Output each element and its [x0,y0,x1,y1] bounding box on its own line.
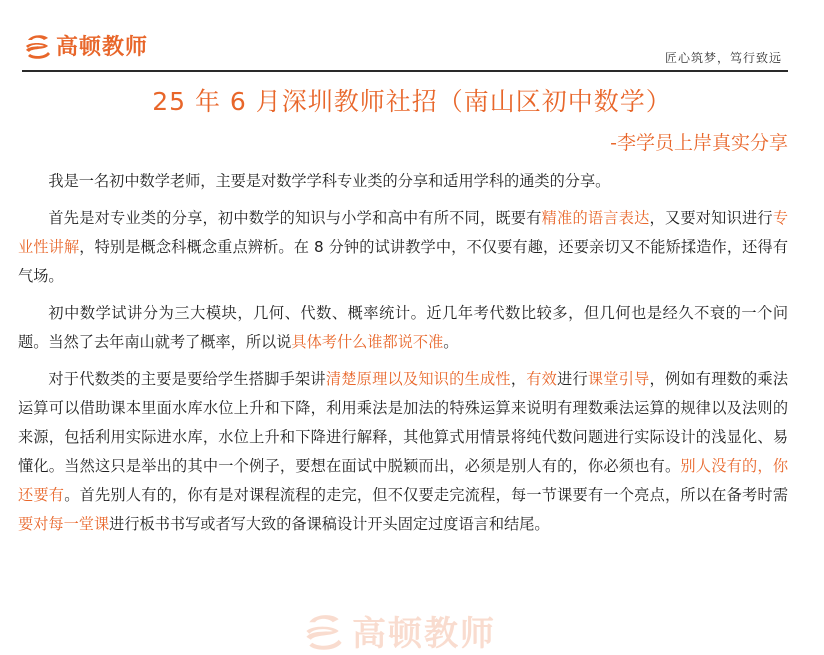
text-run: 我是一名初中数学老师，主要是对数学学科专业类的分享和适用学科的通类的分享。 [48,172,611,190]
slogan: 匠心筑梦，笃行致远 [664,51,782,65]
watermark [300,606,496,655]
text-run: 。 [443,333,459,351]
highlight-text: 别人没有的，你还要有 [18,457,789,504]
highlight-text: 清楚原理以及知识的生成性 [325,370,511,388]
brand-logo [22,30,148,61]
watermark-text: 高顿教师 [352,614,496,654]
article-title: 25 年 6 月深圳教师社招（南山区初中数学） [152,87,672,116]
paragraph-professional [18,204,788,291]
article-body [18,167,788,547]
gaodun-logo-icon [22,31,54,61]
paragraph-algebra [18,365,788,539]
highlight-text: 要对每一堂课 [18,515,110,533]
highlight-text: 有效 [526,370,558,388]
brand-name: 高顿教师 [56,35,149,60]
header-divider [22,70,788,72]
text-run: 对于代数类的主要是要给学生搭脚手架讲 [48,370,326,388]
text-run: ，又要对知识进行 [649,209,773,227]
highlight-text: 精准的语言表达 [541,209,650,227]
text-run: 进行 [557,370,588,388]
page-header [0,0,824,72]
text-run: 首先是对专业类的分享，初中数学的知识与小学和高中有所不同，既要有 [48,209,542,227]
gaodun-watermark-logo-icon [300,609,348,653]
article-byline: -李学员上岸真实分享 [610,132,788,154]
highlight-text: 专业性讲解 [18,209,789,256]
text-run: ，特别是概念科概念重点辨析。在 8 分钟的试讲教学中，不仅要有趣，还要亲切又不能矫揉造作，还得有气场。 [18,238,789,285]
text-run: 进行板书书写或者写大致的备课稿设计开头固定过度语言和结尾。 [109,515,550,533]
paragraph-intro [18,167,788,196]
text-run: 。首先别人有的，你有是对课程流程的走完，但不仅要走完流程，每一节课要有一个亮点，所以在备考时需 [64,486,789,504]
highlight-text: 课堂引导 [587,370,650,388]
text-run: ， [510,370,527,388]
text-run: 初中数学试讲分为三大模块，几何、代数、概率统计。近几年考代数比较多，但几何也是经久不衰的一个问题。当然了去年南山就考了概率，所以说 [18,304,788,351]
paragraph-modules [18,299,788,357]
text-run: ，例如有理数的乘法运算可以借助课本里面水库水位上升和下降，利用乘法是加法的特殊运算来说明有理数乘法运算的规律以及法则的来源，包括利用实际进水库，水位上升和下降进行解释，其他算式用情景将纯代数问题进行实际设计的浅显化、易懂化。当然这只是举出的其中一个例子，要想在面试中脱颖而出，必须是别人有的，你必须也有。 [18,370,789,475]
highlight-text: 具体考什么谁都说不准 [291,333,444,351]
